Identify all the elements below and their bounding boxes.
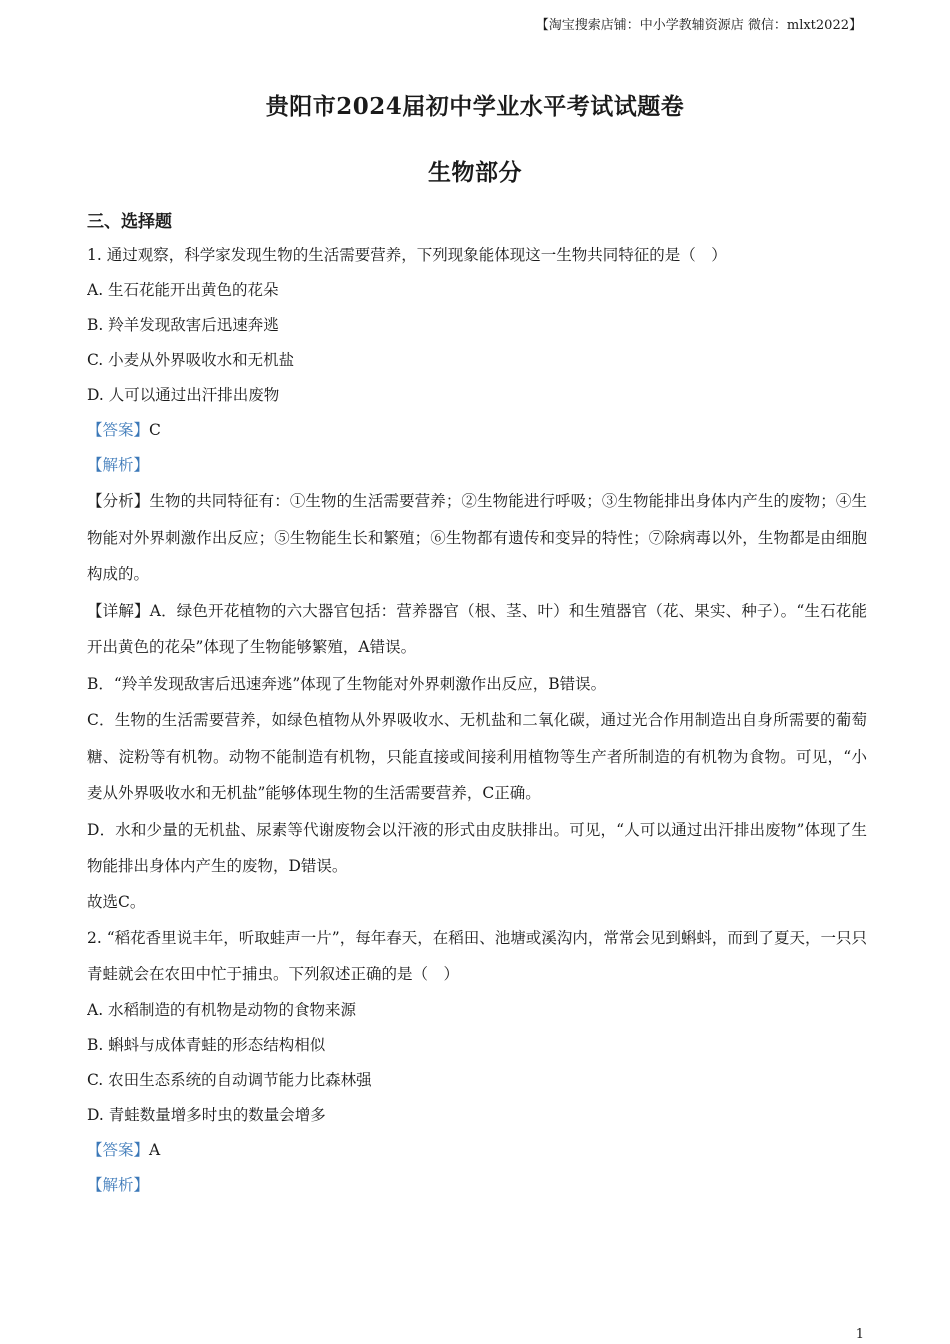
option-c: C. 小麦从外界吸收水和无机盐 [87, 351, 295, 369]
option-d: D. 青蛙数量增多时虫的数量会增多 [87, 1105, 326, 1124]
xiangjie-a-paragraph [87, 593, 867, 666]
question-stem: 2. “稻花香里说丰年，听取蛙声一片”，每年春天，在稻田、池塘或溪沟内，常常会见到蝌蚪，而到了夏天，一只只青蛙就会在农田中忙于捕虫。下列叙述正确的是（ ） [87, 928, 867, 983]
question-2 [87, 920, 867, 1203]
answer-value: C [149, 421, 161, 439]
xiangjie-c-paragraph: C．生物的生活需要营养，如绿色植物从外界吸收水、无机盐和二氧化碳，通过光合作用制造出自身所需要的葡萄糖、淀粉等有机物。动物不能制造有机物，只能直接或间接利用植物等生产者所制造的有机物为食物。可见，“小麦从外界吸收水和无机盐”能够体现生物的生活需要营养，C正确。 [87, 711, 867, 802]
fenxi-text: 生物的共同特征有：①生物的生活需要营养；②生物能进行呼吸；③生物能排出身体内产生的废物；④生物能对外界刺激作出反应；⑤生物能生长和繁殖；⑥生物都有遗传和变异的特性；⑦除病毒以外，生物都是由细胞构成的。 [87, 492, 867, 583]
section-heading: 三、选择题 [87, 212, 172, 232]
xiangjie-d-paragraph: D．水和少量的无机盐、尿素等代谢废物会以汗液的形式由皮肤排出。可见，“人可以通过出汗排出废物”体现了生物能排出身体内产生的废物，D错误。 [87, 820, 867, 875]
option-d: D. 人可以通过出汗排出废物 [87, 386, 280, 404]
xiangjie-b-paragraph: B．“羚羊发现敌害后迅速奔逃”体现了生物能对外界刺激作出反应，B错误。 [87, 674, 607, 693]
option-a: A. 水稻制造的有机物是动物的食物来源 [87, 1000, 357, 1019]
page-number: 1 [855, 1327, 864, 1342]
answer-value: A [149, 1140, 161, 1159]
option-a: A. 生石花能开出黄色的花朵 [87, 281, 279, 299]
page-title: 贵阳市2024届初中学业水平考试试题卷 [265, 93, 685, 120]
analysis-tag: 【解析】 [87, 1175, 150, 1194]
option-b: B. 羚羊发现敌害后迅速奔逃 [87, 316, 279, 334]
xiangjie-a-text: A．绿色开花植物的六大器官包括：营养器官（根、茎、叶）和生殖器官（花、果实、种子）。“生石花能开出黄色的花朵”体现了生物能够繁殖，A错误。 [87, 601, 867, 656]
header-note: 【淘宝搜索店铺：中小学教辅资源店 微信：mlxt2022】 [535, 18, 862, 33]
option-c: C. 农田生态系统的自动调节能力比森林强 [87, 1070, 372, 1089]
analysis-tag: 【解析】 [87, 456, 150, 474]
document-body [87, 206, 867, 1203]
analysis-heading [87, 448, 867, 483]
xiangjie-tag: 【详解】 [87, 601, 150, 620]
question-1 [87, 238, 867, 920]
answer-line [87, 1133, 867, 1168]
page-subtitle: 生物部分 [428, 159, 522, 186]
option-b: B. 蝌蚪与成体青蛙的形态结构相似 [87, 1035, 326, 1054]
answer-line [87, 413, 867, 448]
question-stem: 1. 通过观察，科学家发现生物的生活需要营养，下列现象能体现这一生物共同特征的是（ ） [87, 246, 727, 264]
conclusion: 故选C。 [87, 892, 146, 911]
answer-tag: 【答案】 [87, 421, 150, 439]
analysis-heading [87, 1168, 867, 1203]
answer-tag: 【答案】 [87, 1140, 150, 1159]
fenxi-tag: 【分析】 [87, 492, 150, 510]
fenxi-paragraph [87, 483, 867, 593]
